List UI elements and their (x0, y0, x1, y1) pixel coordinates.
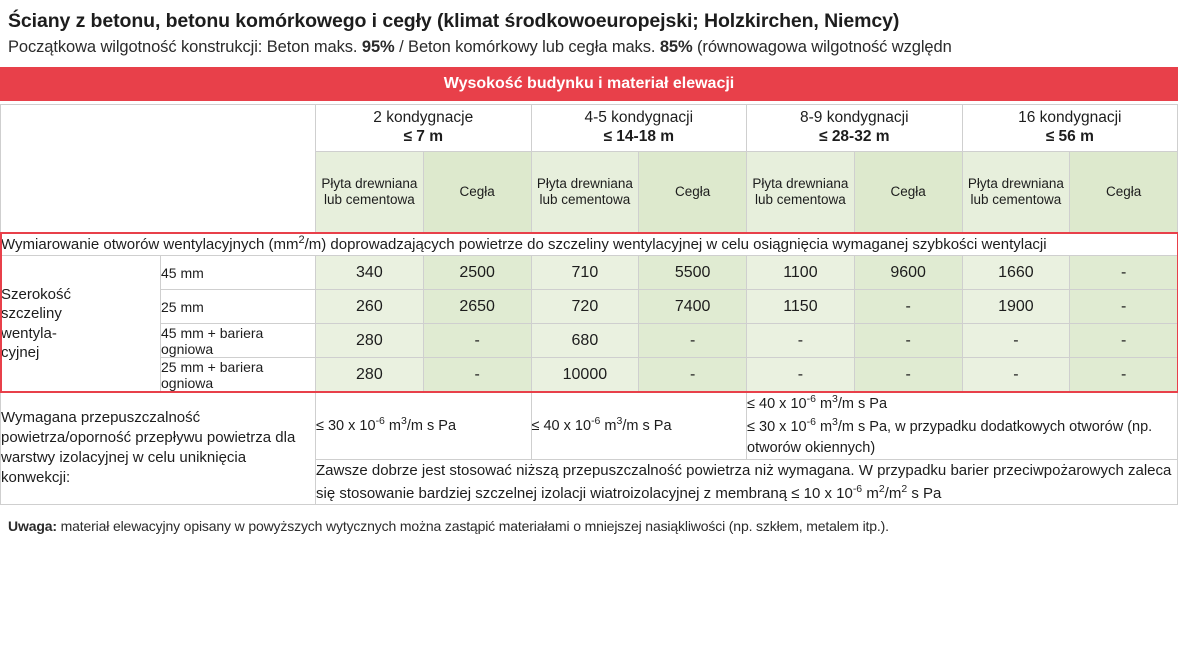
cell-r1-c1: 2650 (423, 290, 531, 324)
cell-r1-c4: 1150 (747, 290, 855, 324)
row-label-45mm-firebarrier: 45 mm + bariera ogniowa (161, 324, 316, 358)
cell-r0-c3: 5500 (639, 256, 747, 290)
cell-r2-c1: - (423, 324, 531, 358)
row-label-25mm: 25 mm (161, 290, 316, 324)
cell-r0-c0: 340 (316, 256, 424, 290)
perm-note-part1: Zawsze dobrze jest stosować niższą przepuszczalność powietrza niż wymagana. W przypadku barier przeciwpożarowych zaleca się stosowanie bardziej szczelnej izolacji wiatroizolacyjnej z membraną ≤ 10 x 10 (316, 461, 1172, 502)
cell-r1-c5: - (854, 290, 962, 324)
cell-r1-c6: 1900 (962, 290, 1070, 324)
material-header-2: Cegła (423, 152, 531, 233)
cell-r0-c7: - (1070, 256, 1178, 290)
cell-r2-c3: - (639, 324, 747, 358)
perm-3b-sup: -6 (806, 416, 816, 428)
subtitle-middle: / Beton komórkowy lub cegła maks. (394, 38, 660, 57)
subtitle-suffix: (równowagowa wilgotność względn (692, 38, 952, 57)
row-label-45mm: 45 mm (161, 256, 316, 290)
cell-r3-c1: - (423, 358, 531, 392)
permeability-value-3-line1 (747, 392, 1177, 415)
page-subtitle (8, 38, 1170, 58)
section-description (1, 233, 1178, 256)
perm-3b-post: m (815, 418, 833, 435)
storey-group-2-line1: 4-5 kondygnacji (584, 109, 694, 127)
permeability-value-1 (316, 392, 532, 460)
material-header-1: Płyta drewniana lub cementowa (316, 152, 424, 233)
cell-r1-c7: - (1070, 290, 1178, 324)
permeability-value-2-line1 (532, 414, 747, 437)
footer-note-label: Uwaga: (8, 518, 57, 535)
table-row (1, 358, 1178, 392)
page-title: Ściany z betonu, betonu komórkowego i cegły (klimat środkowoeuropejski; Holzkirchen, Niemcy) (8, 10, 900, 32)
cell-r2-c2: 680 (531, 324, 639, 358)
perm-note-sup: -6 (852, 482, 863, 495)
row-group-label-line1: Szerokość (1, 285, 72, 303)
perm-1-post2: /m s Pa (406, 417, 457, 434)
table-row (1, 324, 1178, 358)
section-description-part2: /m) doprowadzających powietrze do szczeliny wentylacyjnej w celu osiągnięcia wymaganej szybkości wentylacji (304, 236, 1047, 254)
row-label-25mm-firebarrier: 25 mm + bariera ogniowa (161, 358, 316, 392)
perm-1-pre: ≤ 30 x 10 (316, 417, 376, 434)
material-header-3: Płyta drewniana lub cementowa (531, 152, 639, 233)
cell-r3-c0: 280 (316, 358, 424, 392)
permeability-value-1-line1 (316, 414, 531, 437)
cell-r3-c6: - (962, 358, 1070, 392)
cell-r2-c0: 280 (316, 324, 424, 358)
perm-3b-sup2: 3 (832, 416, 838, 428)
perm-2-post: m (600, 417, 617, 434)
footer-note-text: materiał elewacyjny opisany w powyższych wytycznych można zastąpić materiałami o mniejszej nasiąkliwości (np. szkłem, metalem itp.). (56, 518, 889, 535)
cell-r2-c4: - (747, 324, 855, 358)
material-header-5: Płyta drewniana lub cementowa (747, 152, 855, 233)
storey-group-3 (747, 105, 963, 152)
perm-2-sup: -6 (591, 415, 601, 428)
cell-r2-c6: - (962, 324, 1070, 358)
subtitle-value-aerated: 85% (659, 38, 693, 57)
cell-r0-c4: 1100 (747, 256, 855, 290)
subtitle-prefix: Początkowa wilgotność konstrukcji: Beton maks. (8, 38, 362, 57)
row-group-label-gap-width (1, 256, 161, 392)
table-row (1, 290, 1178, 324)
material-header-7: Płyta drewniana lub cementowa (962, 152, 1070, 233)
subtitle-value-concrete: 95% (361, 38, 395, 57)
banner-building-height: Wysokość budynku i materiał elewacji (0, 67, 1178, 101)
perm-note-part3: /m (884, 484, 902, 502)
perm-3a-post: m (815, 395, 833, 412)
row-group-label-line3: wentyla- (1, 324, 57, 342)
material-header-6: Cegła (854, 152, 962, 233)
section-description-sup: 2 (298, 234, 305, 247)
storey-group-4 (962, 105, 1178, 152)
cell-r3-c5: - (854, 358, 962, 392)
perm-3b-post2: /m s Pa, w przypadku dodatkowych otworów (np. otworów okiennych) (747, 418, 1153, 456)
row-group-label-line4: cyjnej (1, 344, 40, 362)
permeability-note (316, 459, 1178, 505)
cell-r3-c2: 10000 (531, 358, 639, 392)
title-block (0, 0, 1178, 58)
storey-group-1 (316, 105, 532, 152)
material-header-8: Cegła (1070, 152, 1178, 233)
perm-note-sup2: 2 (878, 482, 885, 495)
perm-3a-sup2: 3 (832, 393, 838, 406)
guideline-table (0, 104, 1178, 505)
storey-group-2 (531, 105, 747, 152)
perm-1-sup2: 3 (401, 415, 407, 428)
storey-group-3-line1: 8-9 kondygnacji (799, 109, 909, 127)
storey-group-2-line2: ≤ 14-18 m (603, 128, 675, 146)
row-group-label-line2: szczeliny (1, 305, 62, 323)
cell-r0-c6: 1660 (962, 256, 1070, 290)
cell-r3-c7: - (1070, 358, 1178, 392)
storey-group-1-line1: 2 kondygnacje (373, 109, 474, 127)
cell-r1-c0: 260 (316, 290, 424, 324)
footer-note (0, 505, 1178, 535)
cell-r1-c3: 7400 (639, 290, 747, 324)
perm-3a-sup: -6 (806, 393, 816, 406)
perm-3a-post2: /m s Pa (837, 395, 888, 412)
perm-3b-pre: ≤ 30 x 10 (747, 418, 807, 435)
perm-note-part2: m (862, 484, 879, 502)
perm-2-pre: ≤ 40 x 10 (531, 417, 592, 434)
perm-1-post: m (384, 417, 402, 434)
cell-r0-c5: 9600 (854, 256, 962, 290)
cell-r0-c1: 2500 (423, 256, 531, 290)
perm-note-sup3: 2 (901, 482, 908, 495)
cell-r2-c7: - (1070, 324, 1178, 358)
storey-group-3-line2: ≤ 28-32 m (819, 128, 890, 146)
header-corner-blank (1, 105, 316, 233)
storey-group-1-line2: ≤ 7 m (403, 128, 444, 146)
permeability-row (1, 392, 1178, 460)
perm-2-post2: /m s Pa (622, 417, 672, 434)
storey-group-4-line1: 16 kondygnacji (1018, 109, 1122, 127)
permeability-value-3-line2 (747, 415, 1177, 459)
perm-2-sup2: 3 (616, 415, 623, 428)
perm-3a-pre: ≤ 40 x 10 (747, 395, 807, 412)
header-row-storeys (1, 105, 1178, 152)
permeability-label: Wymagana przepuszczalność powietrza/oporność przepływu powietrza dla warstwy izolacyjnej w celu uniknięcia konwekcji: (1, 392, 316, 505)
permeability-value-3 (747, 392, 1178, 460)
cell-r3-c3: - (639, 358, 747, 392)
cell-r0-c2: 710 (531, 256, 639, 290)
cell-r1-c2: 720 (531, 290, 639, 324)
perm-note-part4: s Pa (907, 484, 942, 502)
table-row (1, 256, 1178, 290)
section-description-part1: Wymiarowanie otworów wentylacyjnych (mm (1, 236, 299, 254)
cell-r2-c5: - (854, 324, 962, 358)
permeability-value-2 (531, 392, 747, 460)
perm-1-sup: -6 (375, 415, 385, 428)
storey-group-4-line2: ≤ 56 m (1045, 128, 1094, 146)
section-description-row (1, 233, 1178, 256)
material-header-4: Cegła (639, 152, 747, 233)
cell-r3-c4: - (747, 358, 855, 392)
